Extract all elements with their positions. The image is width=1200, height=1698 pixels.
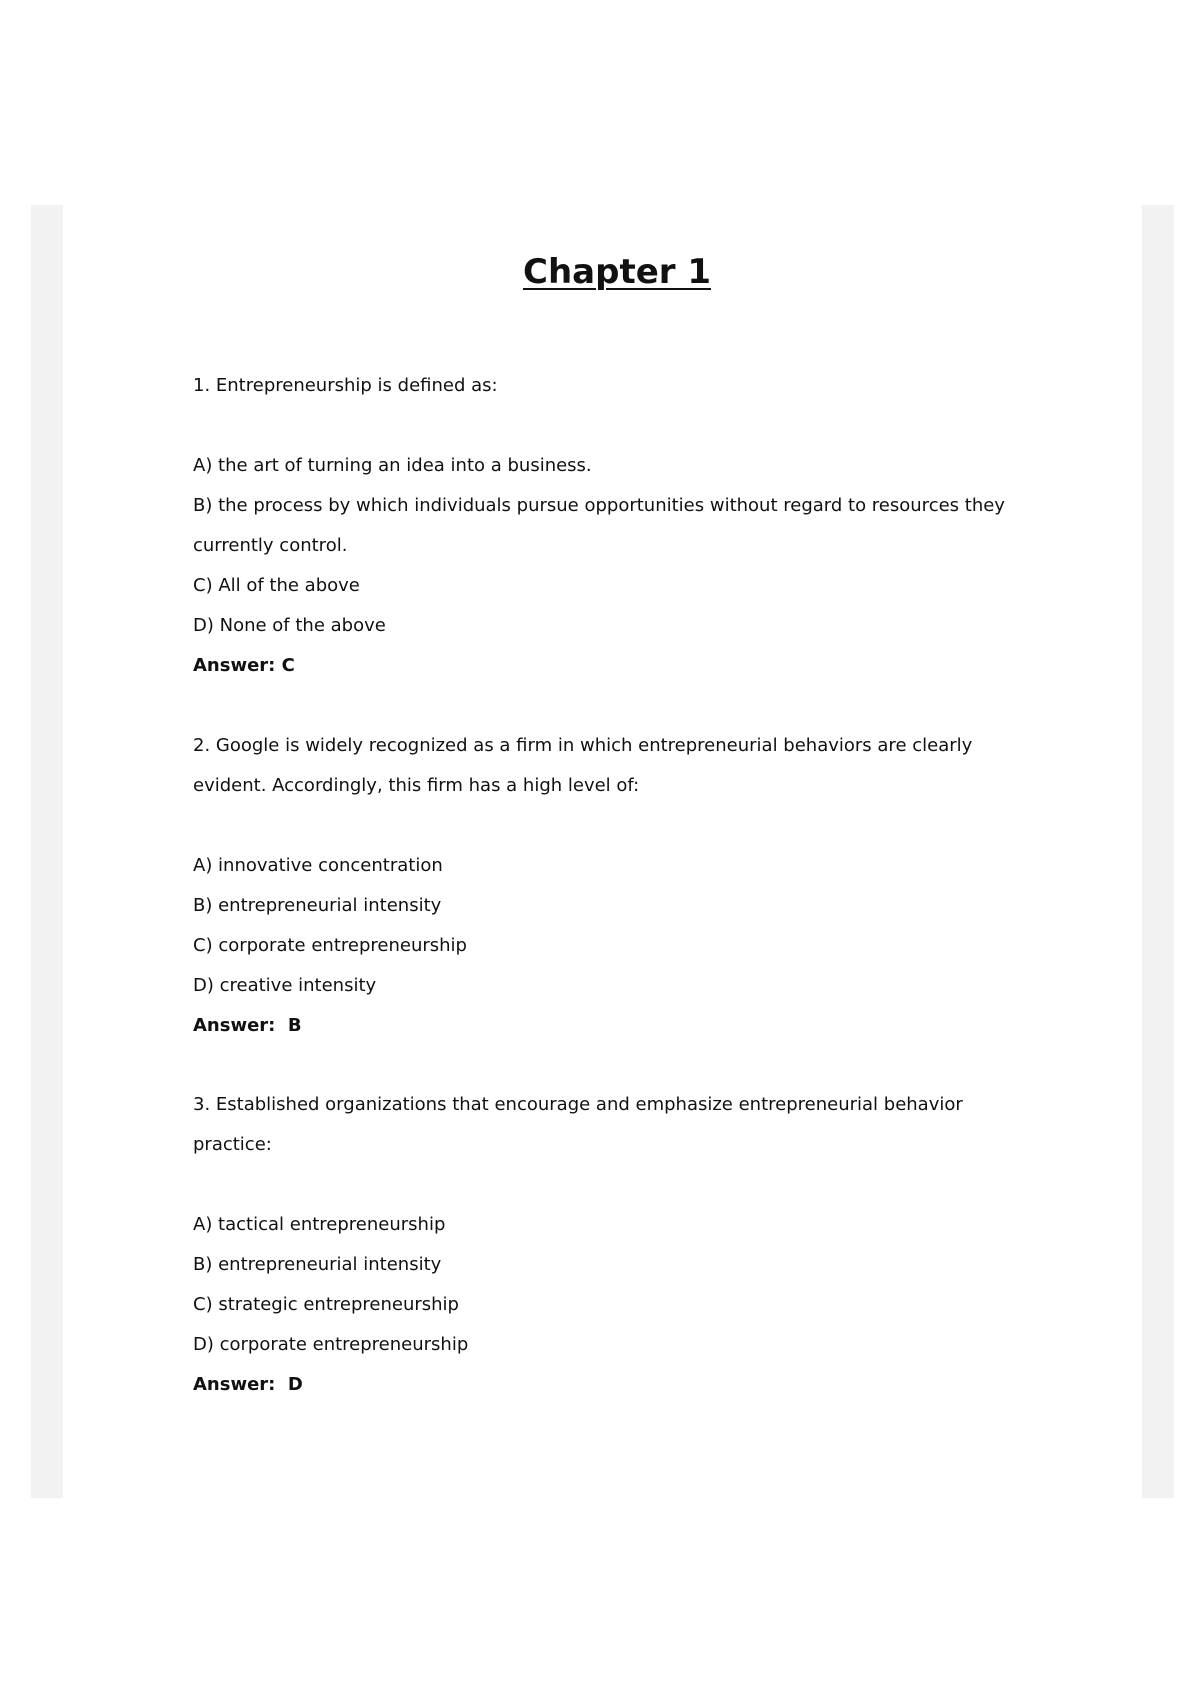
option-a: A) the art of turning an idea into a business. — [193, 455, 592, 476]
question-stem: 1. Entrepreneurship is defined as: — [193, 375, 498, 396]
question-stem: 2. Google is widely recognized as a firm in which entrepreneurial behaviors are clearly — [193, 735, 973, 756]
answer-key: Answer: D — [193, 1374, 303, 1395]
question-stem: 3. Established organizations that encourage and emphasize entrepreneurial behavior — [193, 1094, 963, 1115]
option-c: C) strategic entrepreneurship — [193, 1294, 459, 1315]
option-a: A) tactical entrepreneurship — [193, 1214, 446, 1235]
answer-key: Answer: B — [193, 1015, 302, 1036]
answer-key: Answer: C — [193, 655, 295, 676]
option-c: C) All of the above — [193, 575, 360, 596]
question-stem-continued: evident. Accordingly, this firm has a high level of: — [193, 775, 640, 796]
option-b: B) entrepreneurial intensity — [193, 1254, 442, 1275]
option-d: D) creative intensity — [193, 975, 377, 996]
option-b: B) entrepreneurial intensity — [193, 895, 442, 916]
option-d: D) None of the above — [193, 615, 386, 636]
option-b: B) the process by which individuals pursue opportunities without regard to resources they — [193, 495, 1005, 516]
page-title: Chapter 1 — [523, 252, 712, 292]
option-c: C) corporate entrepreneurship — [193, 935, 467, 956]
option-a: A) innovative concentration — [193, 855, 443, 876]
option-d: D) corporate entrepreneurship — [193, 1334, 469, 1355]
question-stem-continued: practice: — [193, 1134, 272, 1155]
right-page-margin-strip — [1142, 205, 1174, 1498]
question-3 — [193, 1085, 1023, 1405]
option-b-continued: currently control. — [193, 535, 348, 556]
left-page-margin-strip — [31, 205, 63, 1498]
question-1 — [193, 366, 1023, 686]
question-2 — [193, 726, 1023, 1046]
